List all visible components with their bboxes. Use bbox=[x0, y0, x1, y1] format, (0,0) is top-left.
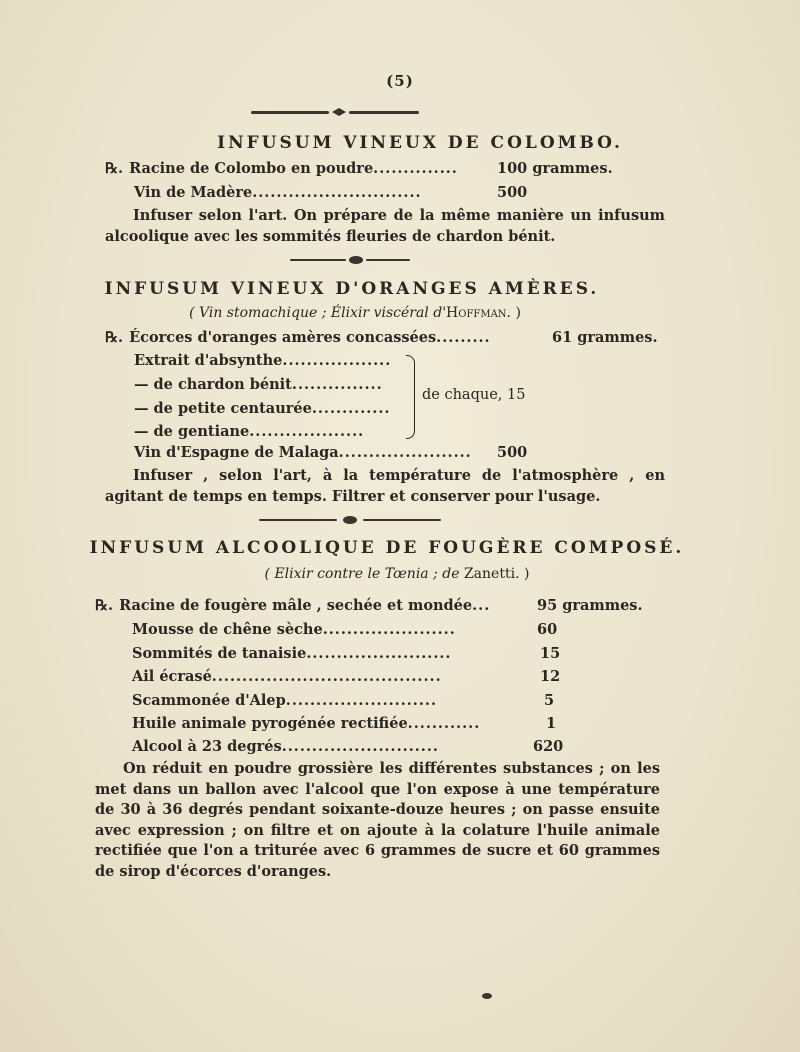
leader-dots: ...................... bbox=[322, 621, 456, 638]
top-ornament bbox=[250, 108, 420, 116]
section-3-item-6-qty: 1 bbox=[546, 715, 557, 732]
section-3-item-3 bbox=[132, 645, 451, 662]
section-3-item-4 bbox=[132, 668, 442, 685]
section-3-item-1 bbox=[95, 597, 490, 614]
section-1-item-2-qty: 500 bbox=[497, 184, 528, 201]
item-name: Écorces d'oranges amères concassées bbox=[129, 329, 437, 346]
section-3-title: INFUSUM ALCOOLIQUE DE FOUGÈRE COMPOSÉ. bbox=[89, 538, 685, 558]
section-2-item-1 bbox=[105, 329, 491, 346]
leader-dots: .................. bbox=[282, 352, 392, 369]
recipe-mark: ℞. bbox=[105, 160, 124, 177]
item-name: Sommités de tanaisie bbox=[132, 645, 307, 662]
section-2-item-5 bbox=[134, 423, 364, 440]
leader-dots: ...................... bbox=[338, 444, 472, 461]
leader-dots: ............... bbox=[291, 376, 383, 393]
subtitle-author: Zanetti bbox=[463, 566, 516, 582]
page-number: (5) bbox=[386, 72, 414, 90]
section-3-item-6 bbox=[132, 715, 480, 732]
leader-dots: .......................... bbox=[281, 738, 439, 755]
leader-dots: ............................ bbox=[252, 184, 422, 201]
section-2-subtitle bbox=[0, 305, 755, 321]
section-2-item-2 bbox=[134, 352, 391, 369]
item-name: — de petite centaurée bbox=[134, 400, 312, 417]
leader-dots: ......................... bbox=[285, 692, 437, 709]
subtitle-close: . ) bbox=[506, 305, 521, 321]
item-name: Mousse de chêne sèche bbox=[132, 621, 323, 638]
ink-mark bbox=[482, 993, 492, 999]
subtitle-close: . ) bbox=[515, 566, 530, 582]
brace-label: de chaque, 15 bbox=[422, 387, 526, 403]
item-name: Ail écrasé bbox=[132, 668, 212, 685]
section-3-item-4-qty: 12 bbox=[540, 668, 561, 685]
leader-dots: ............. bbox=[311, 400, 391, 417]
section-1-item-1-qty: 100 grammes. bbox=[497, 160, 613, 177]
section-2-item-4 bbox=[134, 400, 390, 417]
grouping-brace bbox=[406, 355, 415, 439]
section-3-item-7 bbox=[132, 738, 439, 755]
item-name: Racine de fougère mâle , sechée et mondée bbox=[119, 597, 473, 614]
section-3-item-5-qty: 5 bbox=[544, 692, 555, 709]
item-name: Alcool à 23 degrés bbox=[132, 738, 282, 755]
section-3-item-5 bbox=[132, 692, 437, 709]
item-name: — de gentiane bbox=[134, 423, 250, 440]
section-3-item-2-qty: 60 bbox=[537, 621, 558, 638]
section-3-paragraph: On réduit en poudre grossière les différentes substances ; on les met dans un ballon avec l'alcool que l'on expose à une température de 30 à 36 degrés pendant soixante-douze heures ; on passe ensuite avec expression ; on filtre et on ajoute à la colature l'huile animale rectifiée que l'on a triturée avec 6 grammes de sucre et 60 grammes de sirop d'écorces d'oranges. bbox=[95, 760, 660, 880]
recipe-mark: ℞. bbox=[105, 329, 124, 346]
section-2-item-3 bbox=[134, 376, 383, 393]
section-1-item-2 bbox=[134, 184, 422, 201]
item-name: Racine de Colombo en poudre bbox=[129, 160, 374, 177]
leader-dots: ................... bbox=[249, 423, 365, 440]
section-3-item-1-qty: 95 grammes. bbox=[537, 597, 643, 614]
section-1-title: INFUSUM VINEUX DE COLOMBO. bbox=[217, 133, 623, 153]
section-1-paragraph: Infuser selon l'art. On prépare de la même manière un infusum alcoolique avec les sommités fleuries de chardon bénit. bbox=[105, 207, 665, 245]
leader-dots: ............ bbox=[407, 715, 481, 732]
item-name: Scammonée d'Alep bbox=[132, 692, 286, 709]
section-3-item-2 bbox=[132, 621, 456, 638]
section-2-item-6-qty: 500 bbox=[497, 444, 528, 461]
section-2-title: INFUSUM VINEUX D'ORANGES AMÈRES. bbox=[104, 279, 600, 299]
leader-dots: ... bbox=[472, 597, 491, 614]
item-name: Vin de Madère bbox=[134, 184, 253, 201]
section-1-item-1 bbox=[105, 160, 458, 177]
item-name: Vin d'Espagne de Malaga bbox=[134, 444, 339, 461]
section-3-item-7-qty: 620 bbox=[533, 738, 564, 755]
subtitle-text: ( Elixir contre le Tœnia ; de bbox=[264, 566, 464, 582]
section-3-item-3-qty: 15 bbox=[540, 645, 561, 662]
leader-dots: ......... bbox=[436, 329, 491, 346]
section-2-paragraph: Infuser , selon l'art, à la température de l'atmosphère , en agitant de temps en temps. Filtrer et conserver pour l'usage. bbox=[105, 467, 665, 505]
item-name: Huile animale pyrogénée rectifiée bbox=[132, 715, 408, 732]
ornament-2 bbox=[285, 256, 415, 264]
leader-dots: .............. bbox=[373, 160, 458, 177]
item-name: — de chardon bénit bbox=[134, 376, 292, 393]
subtitle-author: Hoffman bbox=[446, 305, 507, 321]
leader-dots: ........................ bbox=[306, 645, 452, 662]
recipe-mark: ℞. bbox=[95, 597, 114, 614]
leader-dots: ...................................... bbox=[211, 668, 442, 685]
subtitle-text: ( Vin stomachique ; Élixir viscéral d' bbox=[189, 305, 447, 321]
section-3-subtitle bbox=[0, 566, 797, 582]
item-name: Extrait d'absynthe bbox=[134, 352, 283, 369]
section-2-item-1-qty: 61 grammes. bbox=[552, 329, 658, 346]
section-2-item-6 bbox=[134, 444, 472, 461]
ornament-3 bbox=[255, 516, 445, 524]
